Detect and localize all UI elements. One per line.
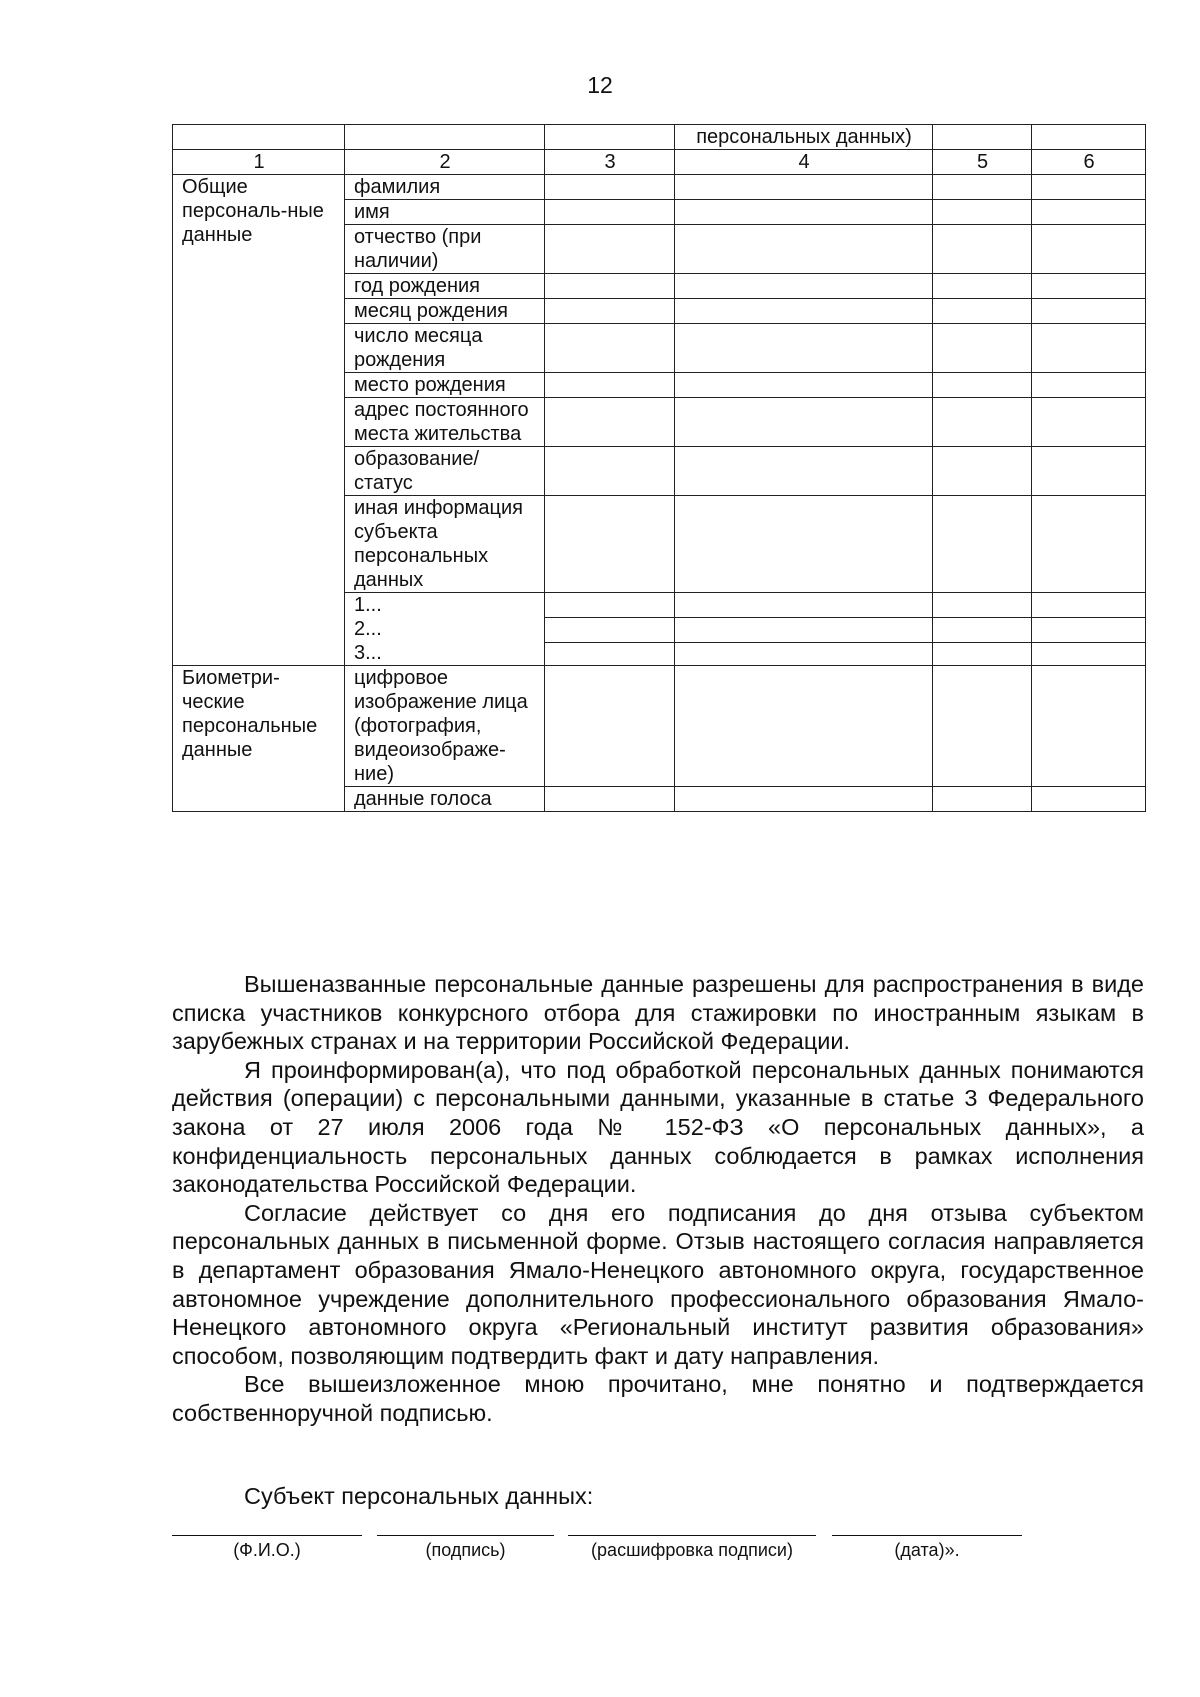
paragraph: Я проинформирован(а), что под обработкой персональных данных понимаются действия (операции) с персональными данными, указанные в статье 3 Федерального закона от 27 июля 2006 года № 152-ФЗ «О персональных данных», а конфиденциальность персональных данных соблюдается в рамках исполнения законодательства Российской Федерации. [172, 1056, 1144, 1198]
subject-label: Субъект персональных данных: [244, 1483, 594, 1509]
item-cell: цифровое изображение лица (фотография, видеоизображе-ние) [345, 666, 545, 787]
page-number: 12 [587, 72, 613, 98]
group-general-personal-data: Общие персональ-ные данные [173, 175, 345, 666]
extra-items-cell [345, 593, 545, 666]
extra-item: 2... [354, 618, 382, 640]
item-cell: образование/ статус [345, 447, 545, 496]
item-cell: место рождения [345, 373, 545, 398]
consent-text [172, 970, 1144, 1428]
item-cell: имя [345, 200, 545, 225]
table-row [173, 175, 1146, 200]
paragraph: Вышеназванные персональные данные разрешены для распространения в виде списка участников конкурсного отбора для стажировки по иностранным языкам в зарубежных странах и на территории Российской Федерации. [172, 971, 1144, 1055]
item-cell: данные голоса [345, 787, 545, 812]
signature-label-decoding: (расшифровка подписи) [591, 1540, 793, 1560]
column-number: 4 [675, 150, 933, 175]
paragraph: Согласие действует со дня его подписания до дня отзыва субъектом персональных данных в письменной форме. Отзыв настоящего согласия направляется в департамент образования Ямало-Ненецкого автономного округа, государственное автономное учреждение дополнительного профессионального образования Ямало-Ненецкого автономного округа «Региональный институт развития образования» способом, позволяющим подтвердить факт и дату направления. [172, 1199, 1144, 1369]
signature-line-decoding [568, 1535, 816, 1538]
table-row-header-continuation [173, 125, 1146, 150]
group-biometric-personal-data: Биометри-ческие персональные данные [173, 666, 345, 812]
personal-data-table [172, 124, 1146, 812]
table-row-column-numbers [173, 150, 1146, 175]
signature-line-fio [172, 1535, 362, 1538]
column-number: 3 [545, 150, 675, 175]
item-cell: иная информация субъекта персональных данных [345, 496, 545, 593]
header-cell-4-continued: персональных данных) [675, 125, 933, 150]
item-cell: число месяца рождения [345, 324, 545, 373]
table-row [173, 666, 1146, 787]
item-cell: отчество (при наличии) [345, 225, 545, 274]
item-cell: год рождения [345, 274, 545, 299]
extra-item: 1... [354, 594, 382, 616]
column-number: 2 [345, 150, 545, 175]
extra-item: 3... [354, 642, 382, 664]
item-cell: месяц рождения [345, 299, 545, 324]
signature-line-date [832, 1535, 1022, 1538]
column-number: 1 [173, 150, 345, 175]
column-number: 6 [1032, 150, 1146, 175]
item-cell: адрес постоянного места жительства [345, 398, 545, 447]
signature-label-date: (дата)». [894, 1540, 960, 1560]
signature-label-signature: (подпись) [425, 1540, 506, 1560]
column-number: 5 [933, 150, 1032, 175]
signature-line-signature [377, 1535, 554, 1538]
paragraph: Все вышеизложенное мною прочитано, мне понятно и подтверждается собственноручной подписью. [172, 1371, 1144, 1426]
signature-label-fio: (Ф.И.О.) [233, 1540, 301, 1560]
item-cell: фамилия [345, 175, 545, 200]
